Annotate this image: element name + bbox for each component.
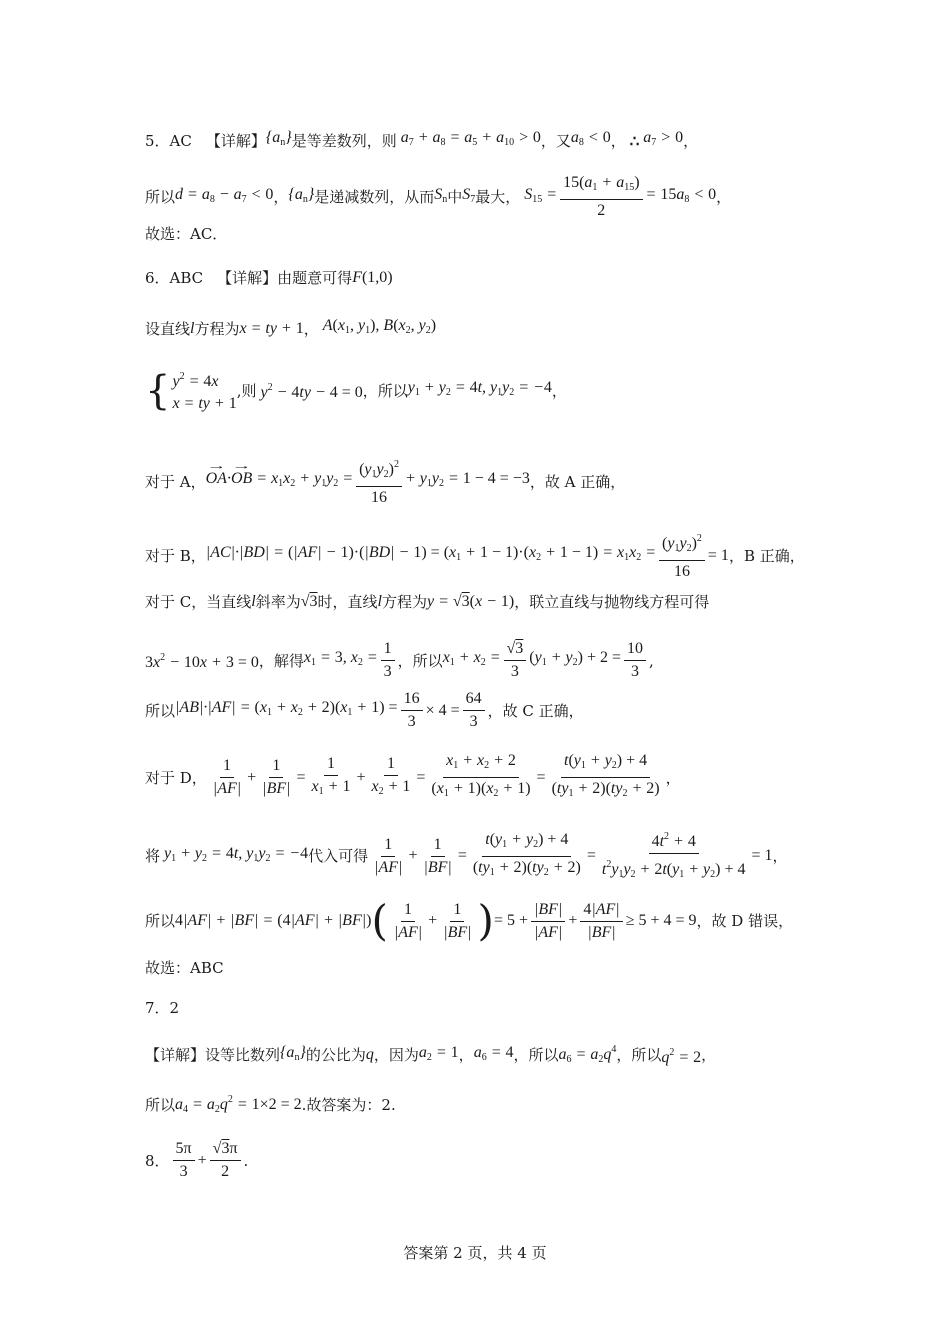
problem-8: 8． $\frac{5\pi}{3}$ + $\frac{√3\pi}{2}$ .: [145, 1140, 249, 1180]
problem-6-line-3: { $y^2 = 4x$ x = ty + 1 , 则 $y^2 - 4ty - 4 = 0$ ，所以 $y_1 + y_2 = 4t$, $y_1y_2 = -4$ ，: [145, 367, 567, 414]
problem-6-A: 对于 A， → OA·→ OB = $x_1x_2 + y_1y_2$ = $\frac{(y_1y_2)^2}{16}$ + $y_1y_2 = 1 - 4 = -3$ ，故 A 正确，: [145, 456, 625, 507]
problem-6-C-1: 对于 C，当直线 l 斜率为 √3 时，直线 l 方程为 y = √3(x − 1) ，联立直线与抛物线方程可得: [145, 593, 710, 611]
problem-6-D-2: 将 $y_1 + y_2 = 4t$, $y_1y_2 = -4$ 代入可得 $\frac{1}{|AF|}$ + $\frac{1}{|BF|}$ = $\frac{t(y_1 + y_2) + 4}{(ty_1 + 2)(ty_2 + 2)}$ = $\frac{4t^2 + 4}{t^2y_1y_2 + 2t(y_1 + y_2) + 4}$ = 1 ，: [145, 828, 788, 884]
problem-5-answer: 故选：AC．: [145, 225, 228, 243]
problem-6-C-2: $3x^2 - 10x + 3 = 0$ ，解得 $x_1 = 3$, $x_2$ = $\frac{1}{3}$ ，所以 $x_1 + x_2$ = $\frac{√3}{3}$ $(y_1 + y_2) + 2$ = $\frac{10}{3}$ ,: [145, 640, 654, 680]
problem-7-number: 7．2: [145, 999, 180, 1017]
problem-6-D-1: 对于 D， $\frac{1}{|AF|}$ + $\frac{1}{|BF|}$ = $\frac{1}{x_1 + 1}$ + $\frac{1}{x_2 + 1}$ = $\frac{x_1 + x_2 + 2}{(x_1 + 1)(x_2 + 1)}$ = $\frac{t(y_1 + y_2) + 4}{(ty_1 + 2)(ty_2 + 2)}$ ，: [145, 752, 681, 799]
problem-6-line-1: 6．ABC 【详解】 由题意可得 F(1,0): [145, 269, 393, 287]
problem-5-number: 5．AC: [145, 131, 192, 150]
problem-7-line-2: 所以 $a_4 = a_2q^2 = 1\times 2 = 2$ .故答案为：2.: [145, 1094, 396, 1115]
problem-6-B: 对于 B， $|AC|\cdot|BD| = (|AF| - 1)\cdot(|BD| - 1) = (x_1 + 1 - 1)\cdot(x_2 + 1 - 1) = x_1x_2$ = $\frac{(y_1y_2)^2}{16}$ = 1 ，B 正确，: [145, 530, 805, 581]
problem-6-line-2: 设直线 l 方程为 x = ty + 1 ， $A(x_1$, $y_1$), $B(x_2$, $y_2$): [145, 317, 437, 338]
page-footer: 答案第 2 页，共 4 页: [403, 1244, 547, 1262]
problem-7-line-1: 【详解】 设等比数列 $\{a_n\}$ 的公比为 q ，因为 $a_2 = 1$ ， $a_6 = 4$ ， 所以 $a_6 = a_2q^4$ ，所以 $q^2 = 2$ ，: [145, 1043, 717, 1066]
problem-5-line-2: 所以 $d = a_8 - a_7 < 0$ ， $\{a_n\}$ 是递减数列，从而 $S_n$ 中 $S_7$ 最大， $S_{15}$ = $\frac{15(a_1 + a_{15})}{2}$ = $15a_8 < 0$ ，: [145, 174, 732, 219]
problem-6-number: 6．ABC: [145, 269, 204, 287]
problem-6-C-3: 所以 $|AB|\cdot|AF| = (x_1 + x_2 + 2)(x_1 + 1)$ = $\frac{16}{3}$ × 4 = $\frac{64}{3}$ ，故 C 正确，: [145, 690, 584, 730]
problem-6-answer: 故选：ABC: [145, 959, 224, 977]
problem-6-D-3: 所以 4|AF| + |BF| = (4|AF| + |BF|) ( $\frac{1}{|AF|}$ + $\frac{1}{|BF|}$ ) = 5 + $\frac{|BF|}{|AF|}$ + $\frac{4|AF|}{|BF|}$ ≥ 5 + 4 = 9 ，故 D 错误，: [145, 896, 794, 945]
detail-tag: 【详解】: [205, 131, 266, 150]
problem-5-line-1: 5．AC 【详解】 $\{a_n\}$ 是等差数列，则 $a_7 + a_8 = a_5 + a_{10} > 0$ ，又 $a_8 < 0$ ， ∴ $a_7 > 0$ ，: [145, 129, 699, 150]
